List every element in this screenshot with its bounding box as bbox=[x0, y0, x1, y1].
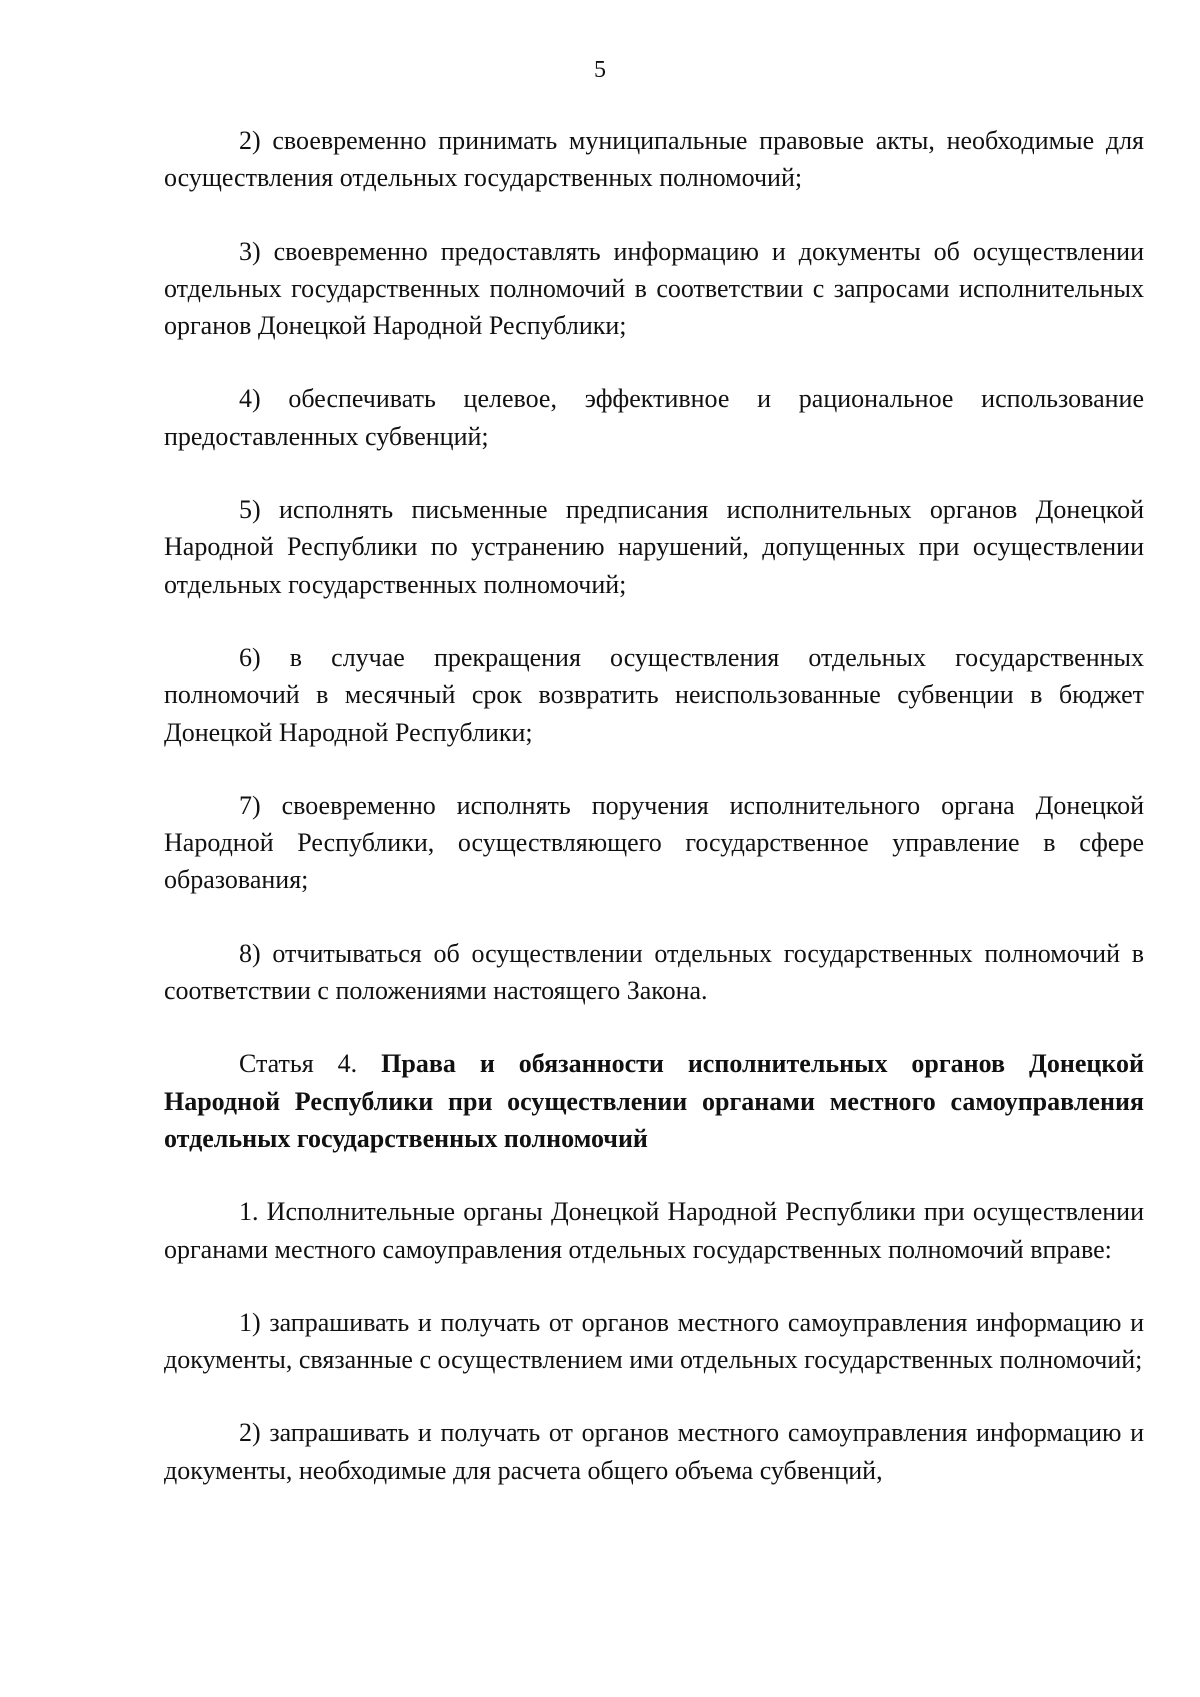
article-paragraph-1: 1. Исполнительные органы Донецкой Народной Республики при осуществлении органами местного самоуправления отдельных государственных полномочий вправе: bbox=[164, 1197, 1144, 1264]
right-item-2: 2) запрашивать и получать от органов местного самоуправления информацию и документы, необходимые для расчета общего объема субвенций, bbox=[164, 1418, 1144, 1485]
obligation-item-7: 7) своевременно исполнять поручения исполнительного органа Донецкой Народной Республики, осуществляющего государственное управление в сфере образования; bbox=[164, 790, 1144, 895]
right-item-1: 1) запрашивать и получать от органов местного самоуправления информацию и документы, связанные с осуществлением ими отдельных государственных полномочий; bbox=[164, 1307, 1144, 1375]
article-title: Права и обязанности исполнительных органов Донецкой Народной Республики при осуществлении органами местного самоуправления отдельных государственных полномочий bbox=[164, 1049, 1145, 1153]
obligation-item-3: 3) своевременно предоставлять информацию и документы об осуществлении отдельных государственных полномочий в соответствии с запросами исполнительных органов Донецкой Народной Республики; bbox=[164, 236, 1144, 341]
obligation-item-2: 2) своевременно принимать муниципальные правовые акты, необходимые для осуществления отдельных государственных полномочий; bbox=[164, 126, 1144, 193]
page-number: 5 bbox=[594, 57, 606, 83]
obligation-item-4: 4) обеспечивать целевое, эффективное и рациональное использование предоставленных субвенций; bbox=[164, 384, 1144, 451]
article-label: Статья 4. bbox=[239, 1049, 358, 1079]
obligation-item-5: 5) исполнять письменные предписания исполнительных органов Донецкой Народной Республики по устранению нарушений, допущенных при осуществлении отдельных государственных полномочий; bbox=[164, 495, 1144, 599]
obligation-item-6: 6) в случае прекращения осуществления отдельных государственных полномочий в месячный срок возвратить неиспользованные субвенции в бюджет Донецкой Народной Республики; bbox=[164, 642, 1144, 747]
document-body bbox=[164, 122, 1144, 1489]
article-heading bbox=[164, 1045, 1144, 1157]
obligation-item-8: 8) отчитываться об осуществлении отдельных государственных полномочий в соответствии с положениями настоящего Закона. bbox=[164, 938, 1144, 1006]
